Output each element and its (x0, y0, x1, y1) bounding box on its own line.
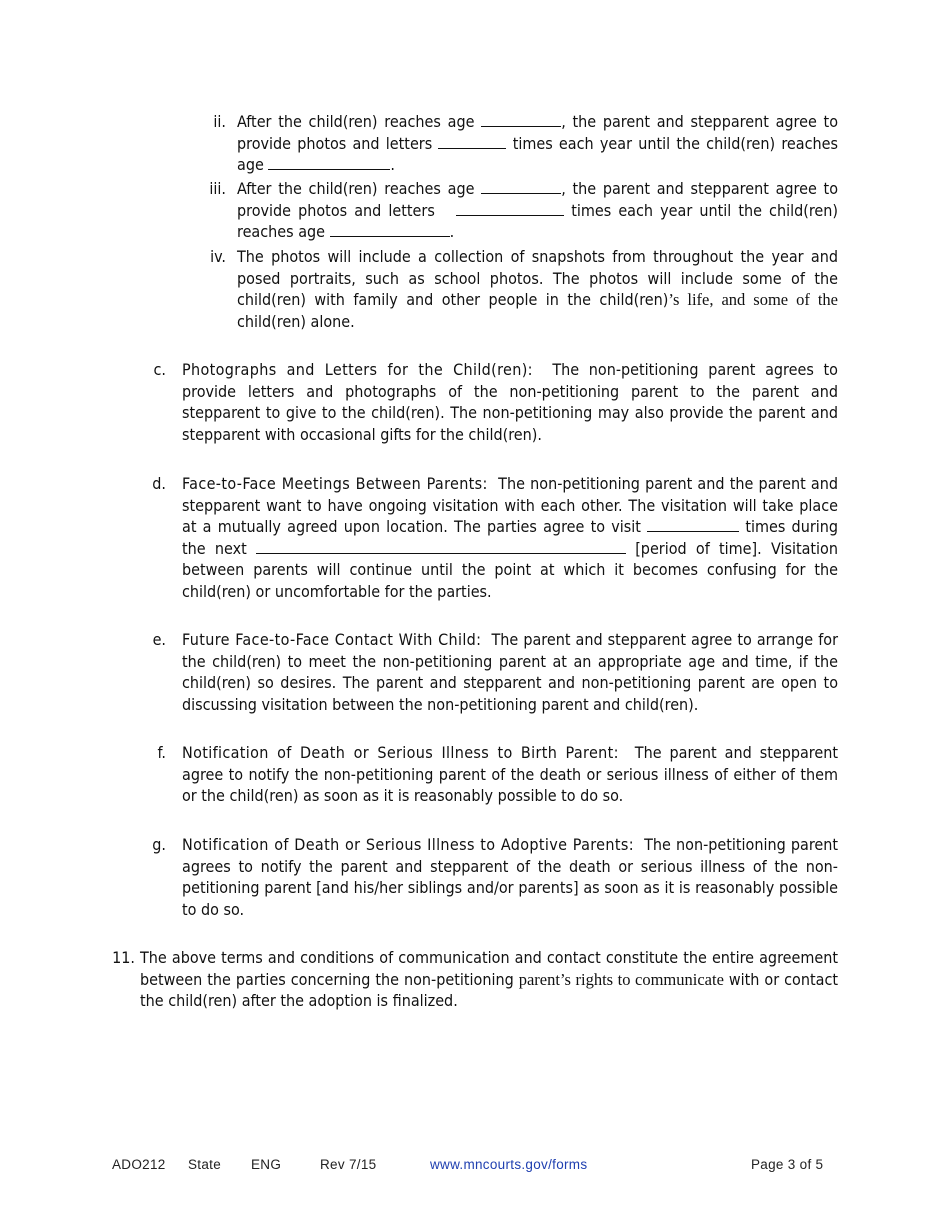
section-text: The parent and stepparent agree to notify the non-petitioning parent of the death or serious illness of either of them or the child(ren) as soon as it is reasonably possible to do so. (182, 743, 838, 805)
section-text: [period of time]. Visitation between parents will continue until the point at which it becomes confusing for the child(ren) or uncomfortable for the parties. (182, 538, 838, 601)
age-start-blank[interactable] (481, 178, 561, 194)
visit-count-blank[interactable] (647, 516, 739, 532)
section-marker: f. (157, 743, 166, 762)
section-heading: Future Face-to-Face Contact With Child: (182, 630, 482, 649)
times-per-year-blank[interactable] (438, 133, 506, 149)
section-text: The non-petitioning parent agrees to provide letters and photographs of the non-petitioning parent to the parent and stepparent to give to the child(ren). The non-petitioning may also provide the parent and stepparent with occasional gifts for the child(ren). (182, 360, 838, 444)
section-heading: Notification of Death or Serious Illness to Birth Parent: (182, 743, 619, 762)
item-text: child(ren) alone. (237, 311, 355, 331)
footer-page-number: Page 3 of 5 (751, 1157, 824, 1172)
item-marker: ii. (213, 112, 226, 131)
forms-link[interactable]: www.mncourts.gov/forms (430, 1157, 588, 1172)
paragraph-text: parent’s rights to communicate (518, 969, 724, 989)
item-text: . (449, 222, 455, 241)
age-end-blank[interactable] (268, 154, 390, 170)
footer-scope: State (188, 1157, 222, 1172)
section-heading: Face-to-Face Meetings Between Parents: (182, 474, 488, 493)
item-text: The photos will include a collection of snapshots from throughout the year and posed portraits, such as school photos. The photos will include some of the child(ren) with family and other people in the child(ren) (237, 247, 838, 309)
section-heading: Notification of Death or Serious Illness to Adoptive Parents: (182, 835, 634, 854)
times-per-year-blank[interactable] (456, 200, 564, 216)
item-text: times each year until the child(ren) reaches age (237, 133, 839, 174)
footer-url-wrap (430, 1157, 587, 1172)
age-end-blank[interactable] (330, 221, 450, 237)
section-heading: Photographs and Letters for the Child(ren): (182, 360, 533, 379)
section-text: The non-petitioning parent agrees to notify the parent and stepparent of the death or serious illness of the non-petitioning parent [and his/her siblings and/or parents] as soon as it is reasonably possible to do so. (182, 835, 839, 919)
period-blank[interactable] (256, 538, 626, 554)
item-text: After the child(ren) reaches age (237, 179, 475, 198)
section-marker: d. (152, 474, 166, 493)
item-marker: iv. (210, 247, 226, 266)
item-text: After the child(ren) reaches age (237, 112, 475, 131)
section-marker: c. (153, 360, 166, 379)
section-marker: g. (152, 835, 166, 854)
footer-language: ENG (251, 1157, 282, 1172)
item-text: , the parent and stepparent agree to provide photos and letters (237, 179, 838, 220)
item-marker: iii. (209, 179, 226, 198)
section-marker: e. (152, 630, 166, 649)
section-text: The parent and stepparent agree to arrange for the child(ren) to meet the non-petitioning parent at an appropriate age and time, if the child(ren) so desires. The parent and stepparent and non-petitioning parent are open to discussing visitation between the non-petitioning parent and child(ren). (182, 630, 838, 714)
age-start-blank[interactable] (481, 111, 561, 127)
section-text: The non-petitioning parent and the parent and stepparent want to have ongoing visitation with each other. The visitation will take place at a mutually agreed upon location. The parties agree to visit (182, 474, 838, 536)
footer-form-id: ADO212 (112, 1157, 166, 1172)
paragraph-text: The above terms and conditions of communication and contact constitute the entire agreement between the parties concerning the non-petitioning (140, 948, 838, 989)
paragraph-text: with or contact the child(ren) after the adoption is finalized. (140, 969, 838, 1010)
footer-revision: Rev 7/15 (320, 1157, 377, 1172)
item-text: ’s life, and some of the (668, 290, 839, 309)
section-text: times during the next (182, 517, 839, 558)
paragraph-marker: 11. (112, 948, 135, 967)
item-text: , the parent and stepparent agree to provide photos and letters (237, 112, 838, 153)
item-text: . (390, 155, 395, 174)
item-text: times each year until the child(ren) reaches age (237, 200, 838, 241)
